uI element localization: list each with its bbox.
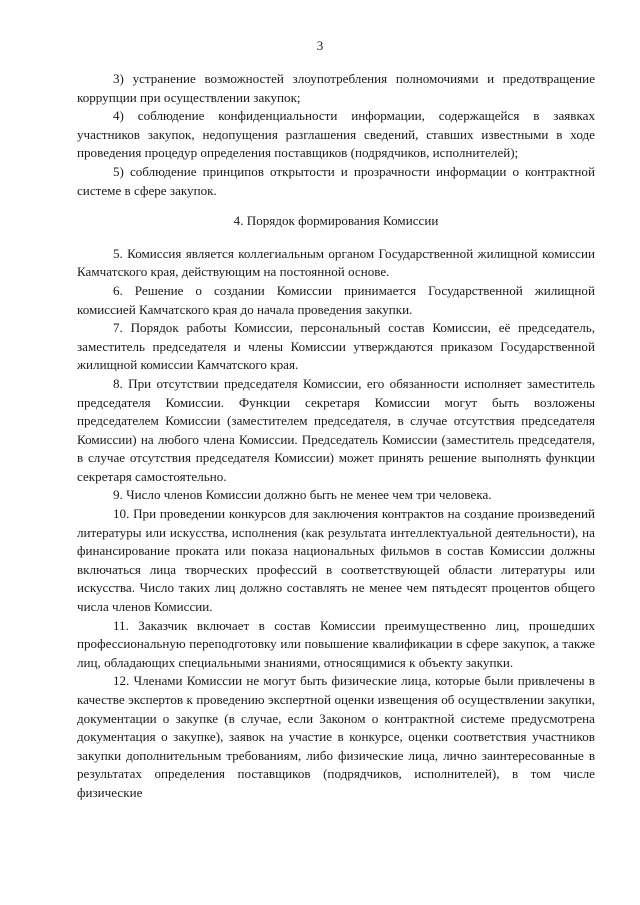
paragraph-clause-10: 10. При проведении конкурсов для заключения контрактов на создание произведений литературы или искусства, исполнения (как результата интеллектуальной деятельности), на финансирование проката или показа национальных фильмов в состав Комиссии должны включаться лица творческих профессий в соответствующей области литературы или искусства. Число таких лиц должно составлять не менее чем пятьдесят процентов общего числа членов Комиссии. xyxy=(77,506,595,615)
section-heading: 4. Порядок формирования Комиссии xyxy=(233,213,439,229)
page-number: 3 xyxy=(316,38,324,53)
paragraph-clause-5: 5. Комиссия является коллегиальным органом Государственной жилищной комиссии Камчатского края, действующим на постоянной основе. xyxy=(77,245,595,280)
paragraph-clause-6: 6. Решение о создании Комиссии принимается Государственной жилищной комиссией Камчатского края до начала проведения закупки. xyxy=(77,282,595,317)
paragraph-clause-9: 9. Число членов Комиссии должно быть не менее чем три человека. xyxy=(113,487,492,503)
paragraph-clause-11: 11. Заказчик включает в состав Комиссии преимущественно лиц, прошедших профессиональную переподготовку или повышение квалификации в сфере закупок, а также лиц, обладающих специальными знаниями, относящимися к объекту закупки. xyxy=(77,617,595,670)
paragraph-clause-8: 8. При отсутствии председателя Комиссии, его обязанности исполняет заместитель председателя Комиссии. Функции секретаря Комиссии могут быть возложены председателем Комиссии (заместителем председателя, в случае отсутствия председателя Комиссии) на любого члена Комиссии. Председатель Комиссии (заместитель председателя, в случае отсутствия председателя Комиссии) может принять решение выполнять функции секретаря самостоятельно. xyxy=(77,375,595,484)
paragraph-clause-12: 12. Членами Комиссии не могут быть физические лица, которые были привлечены в качестве экспертов к проведению экспертной оценки извещения об осуществлении закупки, документации о закупке (в случае, если Законом о контрактной системе предусмотрена документация о закупке), заявок на участие в конкурсе, оценки соответствия участников закупки дополнительным требованиям, либо физические лица, лично заинтересованные в результатах определения поставщиков (подрядчиков, исполнителей), в том числе физические xyxy=(77,673,595,800)
document-body xyxy=(77,70,595,803)
paragraph-clause-7: 7. Порядок работы Комиссии, персональный состав Комиссии, её председатель, заместитель председателя и члены Комиссии утверждаются приказом Государственной жилищной комиссии Камчатского края. xyxy=(77,320,595,373)
paragraph-item-3: 3) устранение возможностей злоупотребления полномочиями и предотвращение коррупции при осуществлении закупок; xyxy=(77,71,595,105)
paragraph-item-4: 4) соблюдение конфиденциальности информации, содержащейся в заявках участников закупок, недопущения разглашения сведений, ставших известными в ходе проведения процедур определения поставщиков (подрядчиков, исполнителей); xyxy=(77,108,595,161)
paragraph-item-5: 5) соблюдение принципов открытости и прозрачности информации о контрактной системе в сфере закупок. xyxy=(77,163,595,198)
